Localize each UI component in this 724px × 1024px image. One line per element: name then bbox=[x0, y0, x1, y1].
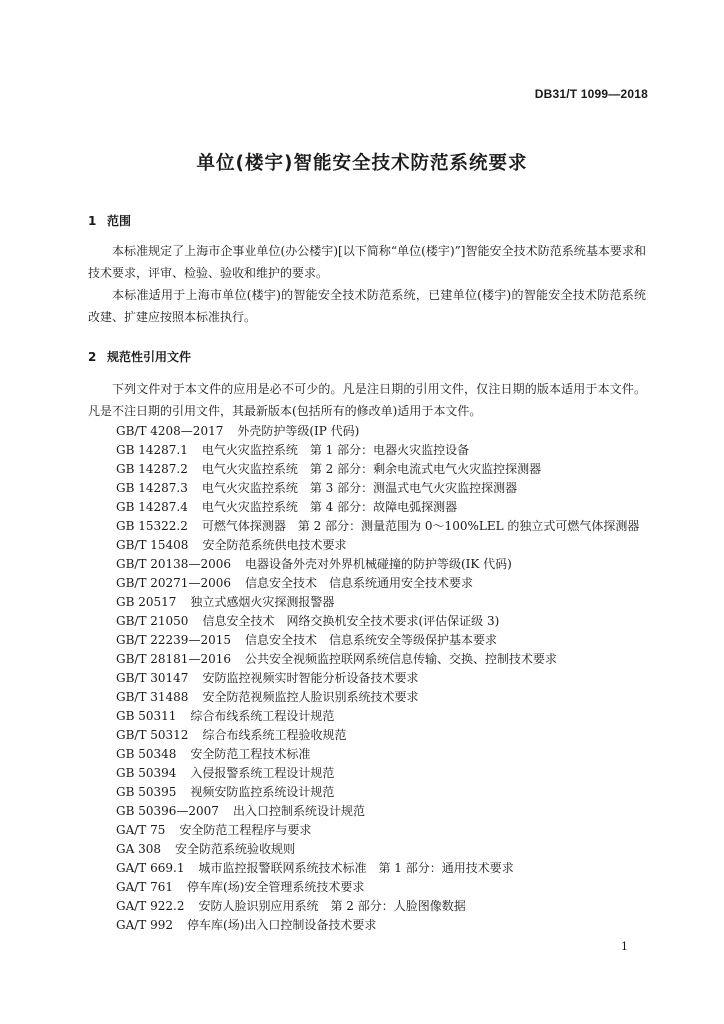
reference-title: 安全防范系统供电技术要求 bbox=[202, 538, 347, 552]
reference-title: 可燃气体探测器 第 2 部分：测量范围为 0～100%LEL 的独立式可燃气体探测器 bbox=[201, 519, 640, 533]
reference-title: 电器设备外壳对外界机械碰撞的防护等级(IK 代码) bbox=[244, 557, 512, 571]
reference-item bbox=[116, 802, 639, 821]
reference-item bbox=[116, 460, 639, 479]
reference-item bbox=[116, 612, 639, 631]
reference-code: GA/T 75 bbox=[116, 823, 166, 837]
reference-code: GB/T 28181—2016 bbox=[116, 652, 231, 666]
reference-code: GA/T 669.1 bbox=[116, 861, 185, 875]
reference-code: GB 50348 bbox=[116, 747, 177, 761]
reference-title: 信息安全技术 信息系统安全等级保护基本要求 bbox=[244, 633, 497, 647]
reference-title: 综合布线系统工程设计规范 bbox=[190, 709, 335, 723]
reference-title: 停车库(场)出入口控制设备技术要求 bbox=[187, 918, 377, 932]
reference-title: 电气火灾监控系统 第 2 部分：剩余电流式电气火灾监控探测器 bbox=[201, 462, 542, 476]
reference-title: 安防人脸识别应用系统 第 2 部分：人脸图像数据 bbox=[198, 899, 466, 913]
reference-code: GA/T 992 bbox=[116, 918, 174, 932]
section-heading-scope bbox=[88, 212, 131, 229]
reference-title: 城市监控报警联网系统技术标准 第 1 部分：通用技术要求 bbox=[198, 861, 514, 875]
reference-code: GB/T 21050 bbox=[116, 614, 189, 628]
reference-code: GB/T 15408 bbox=[116, 538, 189, 552]
reference-code: GB/T 30147 bbox=[116, 671, 189, 685]
reference-item bbox=[116, 726, 639, 745]
reference-item bbox=[116, 897, 639, 916]
paragraph: 本标准适用于上海市单位(楼宇)的智能安全技术防范系统，已建单位(楼宇)的智能安全技术防范系统改建、扩建应按照本标准执行。 bbox=[88, 288, 646, 324]
reference-code: GB 14287.3 bbox=[116, 481, 188, 495]
reference-item bbox=[116, 593, 639, 612]
reference-item bbox=[116, 517, 639, 536]
reference-code: GB/T 22239—2015 bbox=[116, 633, 231, 647]
page-title: 单位(楼宇)智能安全技术防范系统要求 bbox=[196, 153, 528, 174]
paragraph: 本标准规定了上海市企事业单位(办公楼宇)[以下简称“单位(楼宇)”]智能安全技术防范系统基本要求和技术要求，评审、检验、验收和维护的要求。 bbox=[88, 244, 646, 280]
reference-title: 公共安全视频监控联网系统信息传输、交换、控制技术要求 bbox=[244, 652, 557, 666]
reference-title: 入侵报警系统工程设计规范 bbox=[190, 766, 335, 780]
reference-item bbox=[116, 916, 639, 935]
reference-code: GB 50395 bbox=[116, 785, 177, 799]
reference-item bbox=[116, 821, 639, 840]
section-title: 规范性引用文件 bbox=[107, 350, 192, 364]
reference-item bbox=[116, 707, 639, 726]
document-code: DB31/T 1099—2018 bbox=[534, 87, 648, 101]
reference-title: 外壳防护等级(IP 代码) bbox=[237, 424, 360, 438]
section-number: 1 bbox=[88, 214, 97, 228]
reference-title: 电气火灾监控系统 第 4 部分：故障电弧探测器 bbox=[201, 500, 458, 514]
reference-code: GB 14287.2 bbox=[116, 462, 188, 476]
reference-title: 安防监控视频实时智能分析设备技术要求 bbox=[202, 671, 419, 685]
reference-code: GA/T 922.2 bbox=[116, 899, 185, 913]
reference-code: GB/T 20138—2006 bbox=[116, 557, 231, 571]
reference-title: 安全防范系统验收规则 bbox=[174, 842, 295, 856]
reference-title: 信息安全技术 网络交换机安全技术要求(评估保证级 3) bbox=[202, 614, 500, 628]
reference-item bbox=[116, 536, 639, 555]
reference-code: GB/T 50312 bbox=[116, 728, 189, 742]
reference-title: 电气火灾监控系统 第 1 部分：电器火灾监控设备 bbox=[201, 443, 470, 457]
reference-code: GB/T 31488 bbox=[116, 690, 189, 704]
reference-item bbox=[116, 688, 639, 707]
reference-code: GB/T 20271—2006 bbox=[116, 576, 231, 590]
reference-item bbox=[116, 764, 639, 783]
reference-code: GB 50311 bbox=[116, 709, 177, 723]
reference-code: GB 20517 bbox=[116, 595, 177, 609]
reference-title: 信息安全技术 信息系统通用安全技术要求 bbox=[244, 576, 473, 590]
reference-title: 停车库(场)安全管理系统技术要求 bbox=[187, 880, 365, 894]
reference-item bbox=[116, 555, 639, 574]
reference-item bbox=[116, 650, 639, 669]
reference-title: 安全防范工程程序与要求 bbox=[179, 823, 312, 837]
reference-item bbox=[116, 422, 639, 441]
reference-code: GB 15322.2 bbox=[116, 519, 188, 533]
reference-item bbox=[116, 631, 639, 650]
reference-item bbox=[116, 859, 639, 878]
reference-title: 视频安防监控系统设计规范 bbox=[190, 785, 335, 799]
section-title: 范围 bbox=[107, 214, 132, 228]
reference-code: GB 14287.4 bbox=[116, 500, 188, 514]
reference-code: GA 308 bbox=[116, 842, 161, 856]
reference-title: 安全防范视频监控人脸识别系统技术要求 bbox=[202, 690, 419, 704]
reference-item bbox=[116, 840, 639, 859]
section-number: 2 bbox=[88, 350, 97, 364]
reference-item bbox=[116, 669, 639, 688]
reference-item bbox=[116, 498, 639, 517]
reference-item bbox=[116, 479, 639, 498]
reference-code: GB 50394 bbox=[116, 766, 177, 780]
reference-item bbox=[116, 783, 639, 802]
reference-code: GB 14287.1 bbox=[116, 443, 188, 457]
paragraph: 下列文件对于本文件的应用是必不可少的。凡是注日期的引用文件，仅注日期的版本适用于本文件。凡是不注日期的引用文件，其最新版本(包括所有的修改单)适用于本文件。 bbox=[88, 382, 646, 418]
reference-list bbox=[116, 422, 639, 935]
reference-title: 安全防范工程技术标准 bbox=[190, 747, 311, 761]
reference-title: 综合布线系统工程验收规范 bbox=[202, 728, 347, 742]
reference-code: GB 50396—2007 bbox=[116, 804, 219, 818]
reference-title: 电气火灾监控系统 第 3 部分：测温式电气火灾监控探测器 bbox=[201, 481, 518, 495]
reference-code: GA/T 761 bbox=[116, 880, 174, 894]
reference-item bbox=[116, 878, 639, 897]
reference-item bbox=[116, 441, 639, 460]
page-number: 1 bbox=[621, 940, 628, 953]
reference-title: 独立式感烟火灾探测报警器 bbox=[190, 595, 335, 609]
reference-item bbox=[116, 574, 639, 593]
reference-item bbox=[116, 745, 639, 764]
reference-title: 出入口控制系统设计规范 bbox=[232, 804, 365, 818]
section-heading-normative-references bbox=[88, 348, 191, 365]
reference-code: GB/T 4208—2017 bbox=[116, 424, 224, 438]
